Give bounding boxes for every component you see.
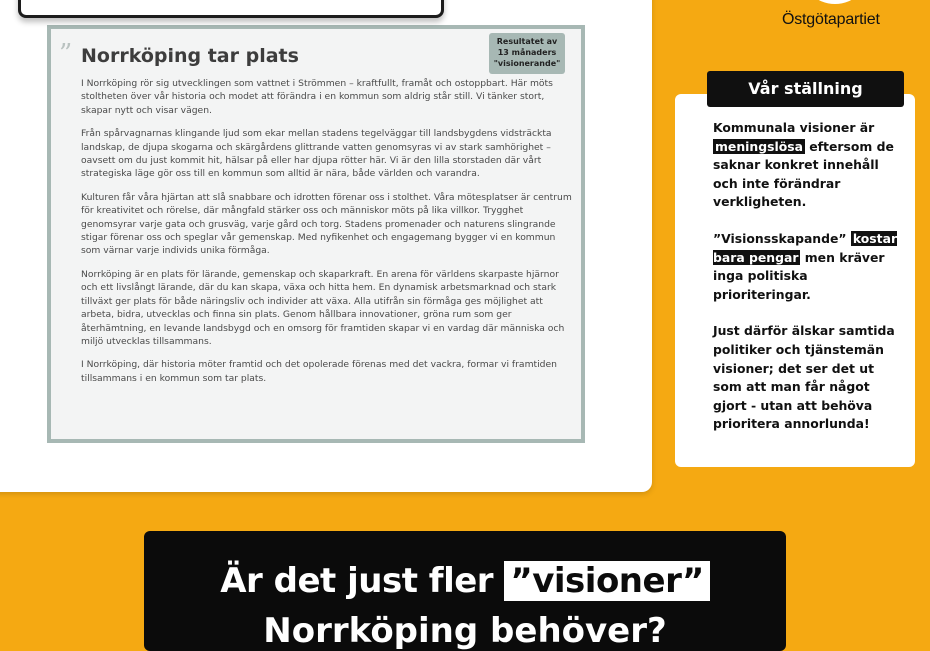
vision-title: Norrköping tar plats bbox=[81, 45, 299, 67]
party-logo bbox=[800, 0, 870, 4]
stance-paragraph-3: Just därför älskar samtida politiker och tjänstemän visioner; det ser det ut som att man får något gjort - utan att behöva prioritera annorlunda! bbox=[713, 323, 895, 432]
highlight-meningslosa: meningslösa bbox=[715, 138, 803, 154]
result-tag: Resultatet av 13 månaders "visionerande" bbox=[489, 33, 565, 74]
stance-paragraph-2: ”Visionsskapande” kostar bara pengar men kräver inga politiska prioriteringar. bbox=[713, 230, 898, 302]
vision-quote-box bbox=[47, 25, 585, 443]
party-name: Östgötapartiet bbox=[782, 11, 880, 28]
banner-headline: Är det just fler ”visioner” bbox=[144, 561, 786, 601]
vision-paragraph: Från spårvagnarnas klingande ljud som ekar mellan stadens tegelväggar till landsbygdens vidsträckta landskap, de djupa skogarna och skärgårdens glittrande vatten genomsyras vi av stark samhörighet – oavsett om du just kommit hit, hälsar på eller har djupa rötter här. Vi är den lilla storstaden där vårt strategiska läge gör oss till en kommun som alltid är nära, både världen och varandra. bbox=[81, 128, 552, 180]
stance-text bbox=[713, 119, 903, 452]
vision-paragraph: Norrköping är en plats för lärande, gemenskap och skaparkraft. En arena för världens skarpaste hjärnor och ett livslångt lärande, där du kan skapa, växa och hitta hem. En dynamisk arbetsmarknad och stark tillväxt ger plats för både näringsliv och individer att växa. Alla utifrån sin förmåga ges möjlighet att arbeta, bidra, utvecklas och finna sin plats. Genom hållbara innovationer, gröna rum som ger återhämtning, en levande landsbygd och en omsorg för framtiden skapar vi en vardag där människa och miljö utvecklas tillsammans. bbox=[81, 268, 565, 347]
highlight-kostar: kostar bara pengar bbox=[713, 230, 898, 265]
banner-highlight: ”visioner” bbox=[504, 561, 709, 601]
vision-paragraph: I Norrköping, där historia möter framtid och det opolerade förenas med det vackra, formar vi framtiden tillsammans i en kommun som tar plats. bbox=[81, 359, 557, 384]
stance-header: Vår ställning bbox=[707, 71, 904, 107]
vision-paragraph: Kulturen får våra hjärtan att slå snabbare och idrotten förenar oss i stolthet. Våra mötesplatser är centrum för kreativitet och rörelse, där mångfald stärker oss och människor möts på lika villkor. Trygghet genomsyrar varje gata och grusväg, varje gård och torg. Stadens promenader och naturens slingrande stigar förenar oss och speglar vår gemenskap. Med nyfikenhet och engagemang bygger vi en kommun som värnar varje individs unika förmåga. bbox=[81, 191, 572, 257]
stance-paragraph-1: Kommunala visioner är meningslösa eftersom de saknar konkret innehåll och inte förändrar verkligheten. bbox=[713, 120, 894, 210]
bottom-banner bbox=[144, 531, 786, 651]
top-partial-box bbox=[18, 0, 444, 18]
vision-text bbox=[81, 77, 575, 395]
quote-mark-icon: ” bbox=[59, 39, 73, 69]
banner-line-2: Norrköping behöver? bbox=[263, 611, 667, 651]
vision-paragraph: I Norrköping rör sig utvecklingen som vattnet i Strömmen – kraftfullt, framåt och ostoppbart. Här möts stoltheten över vår historia och modet att förändra i en kommun som aldrig står still. Vi tänker stort, skapar nytt och visar vägen. bbox=[81, 78, 553, 116]
